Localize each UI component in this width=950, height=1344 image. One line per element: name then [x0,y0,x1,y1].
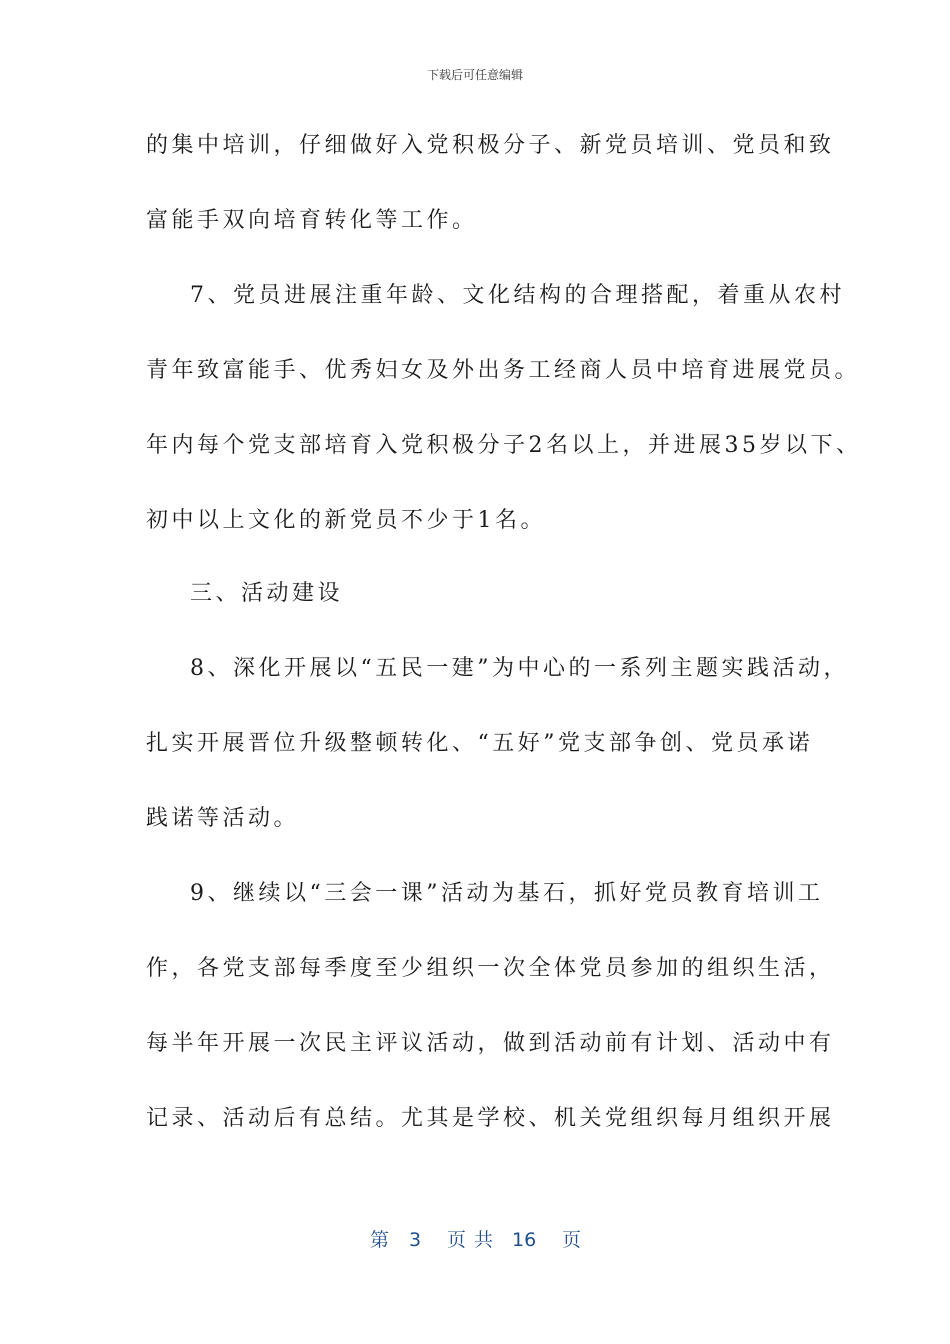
paragraph-line: 记录、活动后有总结。尤其是学校、机关党组织每月组织开展 [146,1106,835,1131]
paragraph-line: 9、继续以“三会一课”活动为基石，抓好党员教育培训工 [190,881,824,906]
footer-middle: 页共 [447,1229,502,1251]
footer-current-page: 3 [409,1229,422,1251]
paragraph-line: 富能手双向培育转化等工作。 [146,208,478,233]
paragraph-line: 每半年开展一次民主评议活动，做到活动前有计划、活动中有 [146,1031,835,1056]
footer-prefix: 第 [370,1229,390,1251]
paragraph-line: 作，各党支部每季度至少组织一次全体党员参加的组织生活， [146,956,835,981]
paragraph-line: 初中以上文化的新党员不少于1名。 [146,508,546,533]
page-footer [0,1227,950,1253]
paragraph-line: 的集中培训，仔细做好入党积极分子、新党员培训、党员和致 [146,133,835,158]
paragraph-line: 青年致富能手、优秀妇女及外出务工经商人员中培育进展党员。 [146,358,861,383]
footer-total-pages: 16 [512,1229,537,1251]
footer-suffix: 页 [562,1229,582,1251]
paragraph-line: 扎实开展晋位升级整顿转化、“五好”党支部争创、党员承诺 [146,731,813,756]
paragraph-line: 8、深化开展以“五民一建”为中心的一系列主题实践活动， [190,656,849,681]
paragraph-line: 践诺等活动。 [146,806,300,831]
paragraph-line: 7、党员进展注重年龄、文化结构的合理搭配，着重从农村 [190,283,845,308]
page-header: 下载后可任意编辑 [426,68,523,82]
section-heading: 三、活动建设 [190,581,344,606]
paragraph-line: 年内每个党支部培育入党积极分子2名以上，并进展35岁以下、 [146,433,862,458]
